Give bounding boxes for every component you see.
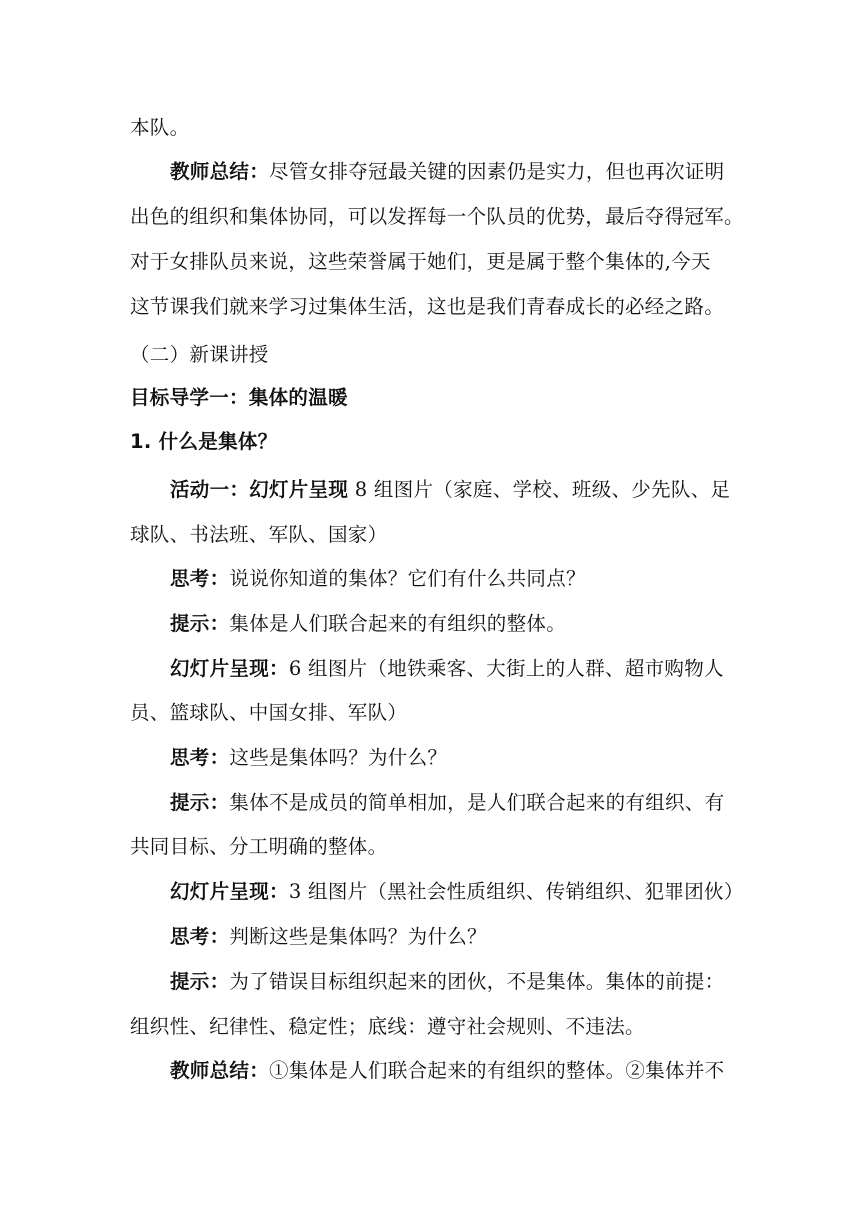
hint-text: 集体是人们联合起来的有组织的整体。: [229, 612, 567, 635]
hint-2-line-1: [170, 789, 724, 817]
slide-text: 6 组图片（地铁乘客、大街上的人群、超市购物人: [288, 657, 724, 680]
slide-2-line-2: [130, 699, 407, 727]
think-label: 思考：: [170, 567, 230, 590]
section-new-lesson: [130, 341, 269, 369]
think-text: 判断这些是集体吗？为什么？: [229, 925, 487, 948]
hint-3-line-1: [170, 968, 724, 996]
teacher-summary-label: 教师总结：: [170, 160, 270, 183]
activity-label: 活动一：幻灯片呈现: [170, 478, 349, 501]
question-heading: [130, 428, 277, 456]
teacher-summary-text: 尽管女排夺冠最关键的因素仍是实力，但也再次证明: [269, 160, 725, 183]
think-text: 说说你知道的集体？它们有什么共同点？: [229, 567, 586, 590]
think-3-line: [170, 923, 487, 951]
hint-text: 共同目标、分工明确的整体。: [130, 835, 388, 858]
teacher-summary-text: ①集体是人们联合起来的有组织的整体。②集体并不: [269, 1059, 725, 1082]
activity-1-line-2: [130, 521, 387, 549]
hint-label: 提示：: [170, 612, 230, 635]
activity-text: 球队、书法班、军队、国家）: [130, 523, 388, 546]
teacher-summary-1-line-4: [130, 293, 724, 321]
think-text: 这些是集体吗？为什么？: [229, 746, 448, 769]
teacher-summary-1-line-1: [170, 158, 724, 186]
think-1-line: [170, 565, 586, 593]
hint-text: 集体不是成员的简单相加，是人们联合起来的有组织、有: [229, 791, 725, 814]
slide-label: 幻灯片呈现：: [170, 880, 289, 903]
question-heading-text: 1. 什么是集体？: [130, 430, 278, 453]
teacher-summary-text: 这节课我们就来学习过集体生活，这也是我们青春成长的必经之路。: [130, 295, 725, 318]
slide-text: 员、篮球队、中国女排、军队）: [130, 701, 408, 724]
slide-text: 3 组图片（黑社会性质组织、传销组织、犯罪团伙）: [288, 880, 744, 903]
hint-label: 提示：: [170, 791, 230, 814]
hint-1-line: [170, 610, 566, 638]
think-2-line: [170, 744, 447, 772]
teacher-summary-text: 出色的组织和集体协同，可以发挥每一个队员的优势，最后夺得冠军。: [130, 205, 744, 228]
goal-heading: [130, 384, 348, 412]
hint-3-line-2: [130, 1013, 645, 1041]
teacher-summary-2-line: [170, 1057, 724, 1085]
intro-tail-text: 本队。: [130, 116, 190, 139]
teacher-summary-text: 对于女排队员来说，这些荣誉属于她们，更是属于整个集体的,今天: [130, 250, 711, 273]
teacher-summary-label: 教师总结：: [170, 1059, 270, 1082]
think-label: 思考：: [170, 746, 230, 769]
hint-label: 提示：: [170, 970, 230, 993]
activity-1-line-1: [170, 476, 730, 504]
goal-heading-text: 目标导学一：集体的温暖: [130, 386, 348, 409]
hint-2-line-2: [130, 833, 387, 861]
slide-2-line-1: [170, 655, 724, 683]
slide-3-line: [170, 878, 744, 906]
teacher-summary-1-line-2: [130, 203, 744, 231]
hint-text: 组织性、纪律性、稳定性；底线：遵守社会规则、不违法。: [130, 1015, 645, 1038]
teacher-summary-1-line-3: [130, 248, 711, 276]
slide-label: 幻灯片呈现：: [170, 657, 289, 680]
intro-tail-line: [130, 114, 189, 142]
activity-text: 8 组图片（家庭、学校、班级、少先队、足: [348, 478, 731, 501]
think-label: 思考：: [170, 925, 230, 948]
hint-text: 为了错误目标组织起来的团伙，不是集体。集体的前提：: [229, 970, 725, 993]
section-heading-text: （二）新课讲授: [130, 343, 269, 366]
